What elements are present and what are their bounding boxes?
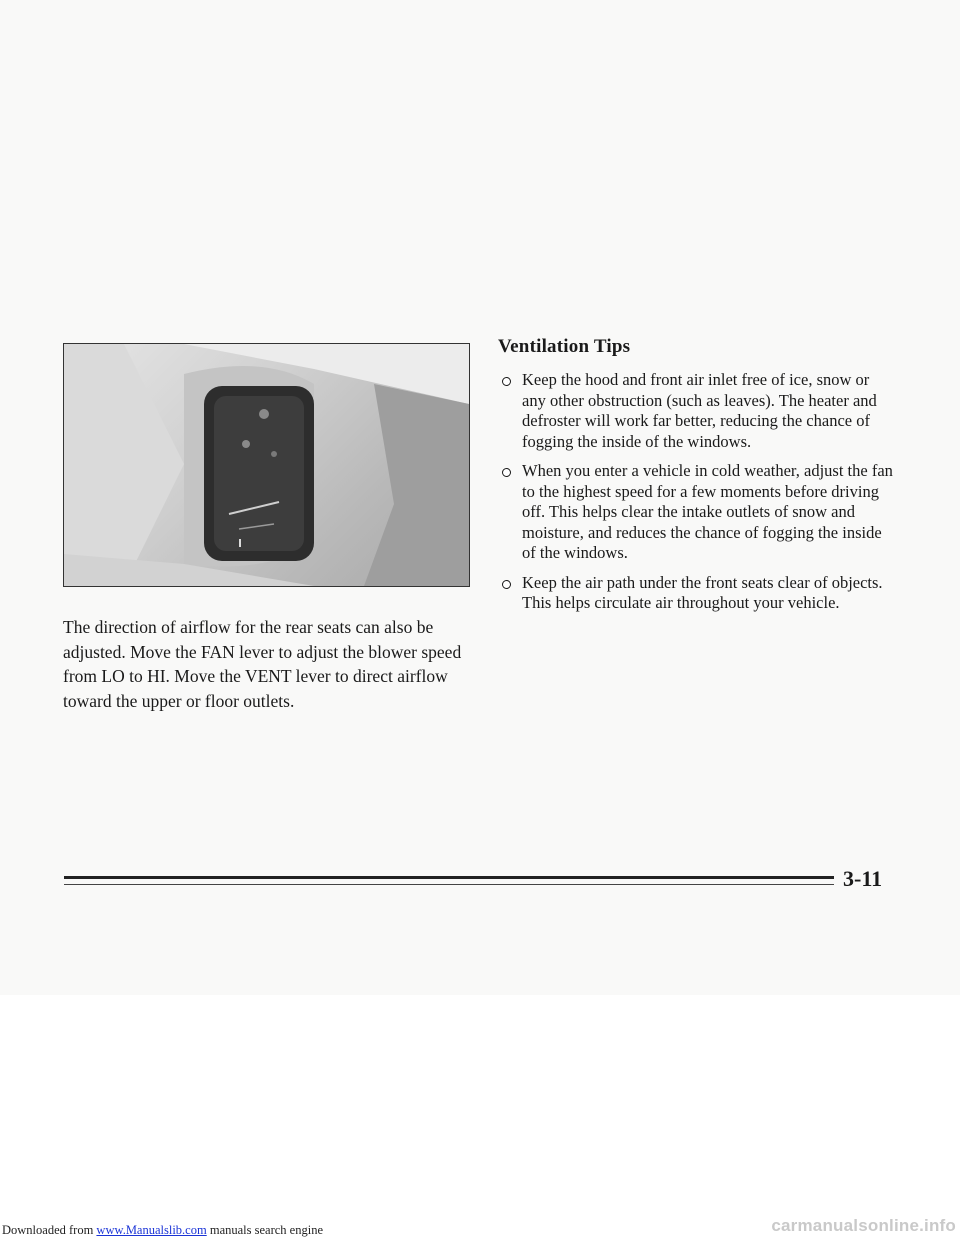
watermark: carmanualsonline.info (771, 1216, 956, 1235)
bullet-icon (502, 580, 511, 589)
download-suffix: manuals search engine (206, 1223, 323, 1237)
photo-seat (364, 384, 469, 586)
tip-item (502, 573, 897, 614)
download-notice (2, 1223, 323, 1238)
bullet-icon (502, 468, 511, 477)
photo-knob-top (259, 409, 269, 419)
page-number: 3-11 (843, 866, 883, 891)
tip-text: Keep the air path under the front seats clear of objects. This helps circulate air throughout your vehicle. (522, 572, 883, 612)
tip-item (502, 370, 897, 452)
photo-control-panel (214, 396, 304, 551)
page-margin (0, 995, 960, 1242)
download-prefix: Downloaded from (2, 1223, 97, 1237)
photo-knob-left (242, 440, 250, 448)
photo-knob-right (271, 451, 277, 457)
ventilation-tips-list (502, 370, 897, 623)
bullet-icon (502, 377, 511, 386)
photo-illustration (64, 344, 469, 586)
section-heading: Ventilation Tips (498, 336, 631, 357)
rear-climate-control-photo (63, 343, 470, 587)
tip-text: Keep the hood and front air inlet free of ice, snow or any other obstruction (such as leaves). The heater and defroster will work far better, reducing the chance of fogging the inside of the windows. (522, 370, 877, 451)
footer-rule-thick (64, 876, 834, 879)
tip-item (502, 461, 897, 564)
manualslib-link[interactable]: www.Manualslib.com (96, 1223, 207, 1237)
tip-text: When you enter a vehicle in cold weather, adjust the fan to the highest speed for a few moments before driving off. This helps clear the intake outlets of snow and moisture, and reduces the chance of fogging the inside of the windows. (522, 461, 893, 562)
footer-rule-thin (64, 884, 834, 885)
photo-caption: The direction of airflow for the rear seats can also be adjusted. Move the FAN lever to adjust the blower speed from LO to HI. Move the VENT lever to direct airflow toward the upper or floor outlets. (63, 617, 462, 711)
photo-left-panel (64, 344, 184, 586)
